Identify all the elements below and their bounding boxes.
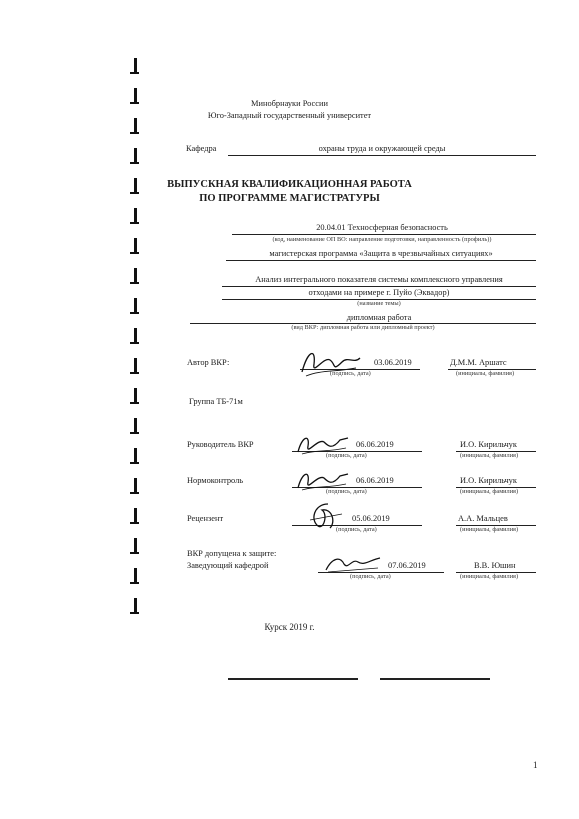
normcontrol-name-caption: (инициалы, фамилия) [460,488,519,495]
university-name: Юго-Западный государственный университет [207,111,372,120]
reviewer-date: 05.06.2019 [352,514,390,523]
reviewer-name-caption: (инициалы, фамилия) [460,526,519,533]
head-of-department-label: Заведующий кафедрой [187,561,269,570]
supervisor-name-caption: (инициалы, фамилия) [460,452,519,459]
ministry-name: Минобрнауки России [251,99,328,108]
reviewer-label: Рецензент [187,514,224,523]
page-number: 1 [533,760,538,770]
normcontrol-date: 06.06.2019 [356,476,394,485]
head-name: В.В. Юшин [474,561,516,570]
admission-line: ВКР допущена к защите: [187,549,277,558]
topic-caption: (название темы) [357,300,401,307]
supervisor-name: И.О. Кирильчук [460,440,517,449]
topic-line-2: отходами на примере г. Пуйо (Эквадор) [308,288,450,297]
author-name: Д.М.М. Аршатс [450,358,507,367]
head-sign-caption: (подпись, дата) [350,573,391,580]
normcontrol-label: Нормоконтроль [187,476,244,485]
author-label: Автор ВКР: [187,358,230,367]
supervisor-label: Руководитель ВКР [187,440,254,449]
author-sign-caption: (подпись, дата) [330,370,371,377]
normcontrol-name: И.О. Кирильчук [460,476,517,485]
author-date: 03.06.2019 [374,358,412,367]
program-name: магистерская программа «Защита в чрезвычайных ситуациях» [269,249,493,258]
topic-line-1: Анализ интегрального показателя системы комплексного управления [255,275,503,284]
specialty-code: 20.04.01 Техносферная безопасность [316,223,448,232]
supervisor-sign-caption: (подпись, дата) [326,452,367,459]
document-subtitle: ПО ПРОГРАММЕ МАГИСТРАТУРЫ [199,193,380,204]
supervisor-date: 06.06.2019 [356,440,394,449]
head-name-caption: (инициалы, фамилия) [460,573,519,580]
normcontrol-sign-caption: (подпись, дата) [326,488,367,495]
head-date: 07.06.2019 [388,561,426,570]
group: Группа ТБ-71м [189,397,243,406]
reviewer-sign-caption: (подпись, дата) [336,526,377,533]
work-type: дипломная работа [346,313,412,322]
place-year: Курск 2019 г. [264,622,315,632]
specialty-caption: (код, наименование ОП ВО: направление подготовки, направленность (профиль)) [272,236,492,243]
author-name-caption: (инициалы, фамилия) [456,370,515,377]
document-title: ВЫПУСКНАЯ КВАЛИФИКАЦИОННАЯ РАБОТА [167,179,412,190]
work-type-caption: (вид ВКР: дипломная работа или дипломный проект) [291,324,435,331]
department-label: Кафедра [186,144,217,153]
department-value: охраны труда и окружающей среды [318,144,446,153]
reviewer-name: А.А. Мальцев [458,514,508,523]
